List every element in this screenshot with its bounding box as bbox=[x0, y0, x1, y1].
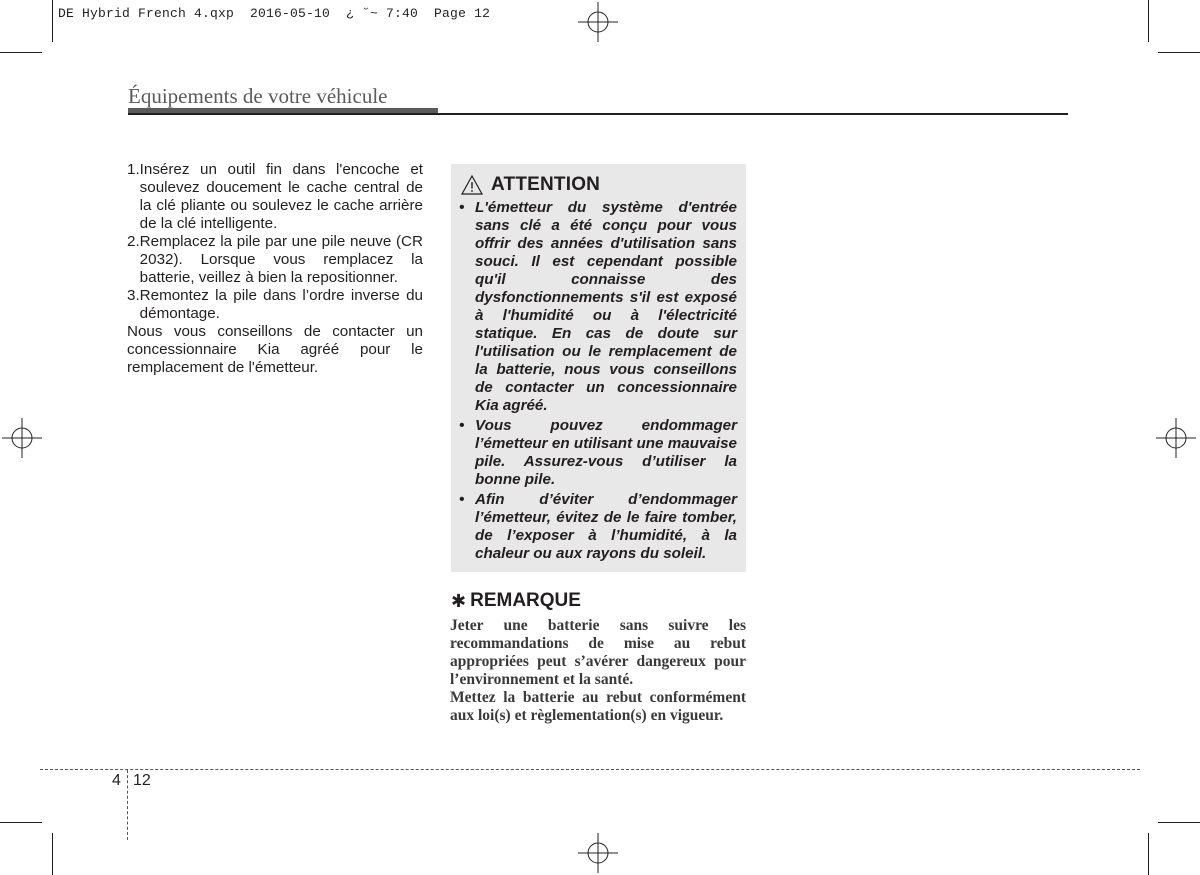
registration-mark-icon bbox=[2, 418, 42, 458]
step-number: 3. bbox=[127, 287, 140, 304]
chapter-number: 4 bbox=[112, 772, 121, 789]
bullet: • bbox=[459, 199, 465, 216]
registration-mark-icon bbox=[578, 2, 618, 42]
attention-item-text: Afin d’éviter d’endommager l’émetteur, évitez de le faire tomber, de l’exposer à l’humidité, à la chaleur ou aux rayons du soleil. bbox=[475, 491, 737, 562]
attention-header bbox=[461, 174, 600, 196]
instruction-step bbox=[127, 161, 423, 233]
instruction-step bbox=[127, 233, 423, 287]
step-number: 2. bbox=[127, 233, 140, 250]
attention-item bbox=[459, 417, 737, 489]
print-slug: DE Hybrid French 4.qxp 2016-05-10 ¿ ˘~ 7:40 Page 12 bbox=[58, 6, 491, 21]
remarque-paragraph: Jeter une batterie sans suivre les recommandations de mise au rebut appropriées peut s’avérer dangereux pour l’environnement et la santé. bbox=[450, 617, 746, 688]
registration-mark-icon bbox=[1156, 418, 1196, 458]
asterisk-icon: ✱ bbox=[451, 590, 467, 611]
dealer-advice: Nous vous conseillons de contacter un concessionnaire Kia agréé pour le remplacement de l'émetteur. bbox=[127, 323, 423, 376]
attention-box bbox=[451, 164, 746, 572]
remarque-header bbox=[451, 590, 581, 612]
registration-mark-icon bbox=[578, 833, 618, 873]
bullet: • bbox=[459, 491, 465, 508]
attention-title: ATTENTION bbox=[491, 174, 601, 195]
attention-item-text: L'émetteur du système d'entrée sans clé a été conçu pour vous offrir des années d'utilisation sans souci. Il est cependant possible qu'il connaisse des dysfonctionnements s'il est exposé à l'humidité ou à l'électricité statique. En cas de doute sur l'utilisation ou le remplacement de la batterie, nous vous conseillons de contacter un concessionnaire Kia agréé. bbox=[475, 199, 737, 414]
step-text: Remplacez la pile par une pile neuve (CR 2032). Lorsque vous remplacez la batterie, veillez à bien la repositionner. bbox=[139, 233, 423, 286]
instructions-column bbox=[127, 161, 423, 377]
instruction-step bbox=[127, 287, 423, 323]
remarque-paragraph: Mettez la batterie au rebut conformément aux loi(s) et règlementation(s) en vigueur. bbox=[450, 689, 746, 724]
page-number-divider bbox=[127, 770, 128, 840]
page-number: 12 bbox=[133, 772, 151, 789]
header-rule bbox=[128, 113, 1068, 115]
attention-list bbox=[459, 199, 737, 565]
remarque-title: REMARQUE bbox=[470, 590, 581, 611]
remarque-body bbox=[450, 617, 746, 725]
attention-item bbox=[459, 491, 737, 563]
attention-item-text: Vous pouvez endommager l’émetteur en utilisant une mauvaise pile. Assurez-vous d’utiliser la bonne pile. bbox=[475, 417, 737, 488]
bullet: • bbox=[459, 417, 465, 434]
footer-rule bbox=[40, 769, 1140, 770]
step-text: Remontez la pile dans l’ordre inverse du démontage. bbox=[139, 287, 423, 322]
section-title: Équipements de votre véhicule bbox=[128, 84, 388, 108]
attention-item bbox=[459, 199, 737, 415]
step-number: 1. bbox=[127, 161, 140, 178]
warning-triangle-icon bbox=[461, 175, 483, 195]
step-text: Insérez un outil fin dans l'encoche et soulevez doucement le cache central de la clé pliante ou soulevez le cache arrière de la clé intelligente. bbox=[139, 161, 423, 232]
